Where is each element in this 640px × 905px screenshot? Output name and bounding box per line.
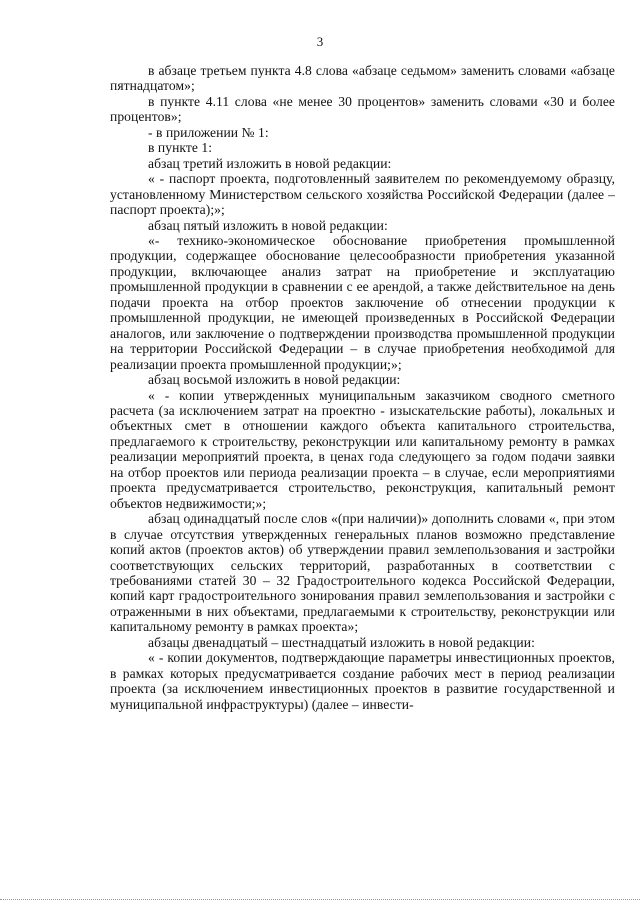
paragraph: - в приложении № 1: [148, 124, 269, 140]
paragraph: « - копии документов, подтверждающие параметры инвестиционных проектов, в рамках которых предусматривается создание рабочих мест в период реализации проекта (за исключением инвестиционных проектов в развитие государственной и муниципальной инфраструктуры) (далее – инвести- [110, 650, 615, 712]
paragraph: абзац восьмой изложить в новой редакции: [148, 372, 401, 388]
paragraph: в пункте 4.11 слова «не менее 30 процентов» заменить словами «30 и более процентов»; [110, 93, 615, 125]
paragraph: « - копии утвержденных муниципальным заказчиком сводного сметного расчета (за исключением затрат на проектно - изыскательские работы), локальных и объектных смет в отношении каждого объекта капитального строительства, предлагаемого к строительству, реконструкции или капитальному ремонту в рамках реализации мероприятий проекта, в ценах года следующего за годом подачи заявки на отбор проектов или периода реализации проекта – в случае, если мероприятиями проекта предусматривается строительство, реконструкция, капитальный ремонт объектов недвижимости;»; [110, 387, 615, 511]
paragraph: в абзаце третьем пункта 4.8 слова «абзаце седьмом» заменить словами «абзаце пятнадцатом»; [110, 63, 615, 94]
paragraph: « - паспорт проекта, подготовленный заявителем по рекомендуемому образцу, установленному Министерством сельского хозяйства Российской Федерации (далее – паспорт проекта);»; [110, 171, 615, 218]
page-bottom-divider [0, 899, 640, 900]
paragraph: «- технико-экономическое обоснование приобретения промышленной продукции, содержащее обоснование целесообразности приобретения указанной продукции, включающее анализ затрат на приобретение и эксплуатацию промышленной продукции в сравнении с ее арендой, а также действительное на день подачи проекта на отбор проектов заключение об отнесении продукции к промышленной продукции, не имеющей произведенных в Российской Федерации аналогов, или заключение о подтверждении производства промышленной продукции на территории Российской Федерации – в случае приобретения необходимой для реализации проекта промышленной продукции;»; [110, 232, 615, 372]
page-number: 3 [316, 34, 324, 49]
paragraph: абзац одинадцатый после слов «(при наличии)» дополнить словами «, при этом в случае отсутствия утвержденных генеральных планов возможно представление копий актов (проектов актов) об утверждении правил землепользования и застройки соответствующих сельских территорий, разработанных в соответствии с требованиями статей 30 – 32 Градостроительного кодекса Российской Федерации, копий карт градостроительного зонирования правил землепользования и застройки с отраженными в них объектами, предлагаемыми к строительству, реконструкции или капитальному ремонту в рамках проекта»; [110, 511, 615, 635]
paragraph: абзац третий изложить в новой редакции: [148, 155, 392, 171]
paragraph: абзац пятый изложить в новой редакции: [148, 217, 388, 233]
paragraph: в пункте 1: [148, 140, 213, 156]
paragraph: абзацы двенадцатый – шестнадцатый изложить в новой редакции: [148, 634, 535, 650]
document-body [110, 63, 615, 712]
